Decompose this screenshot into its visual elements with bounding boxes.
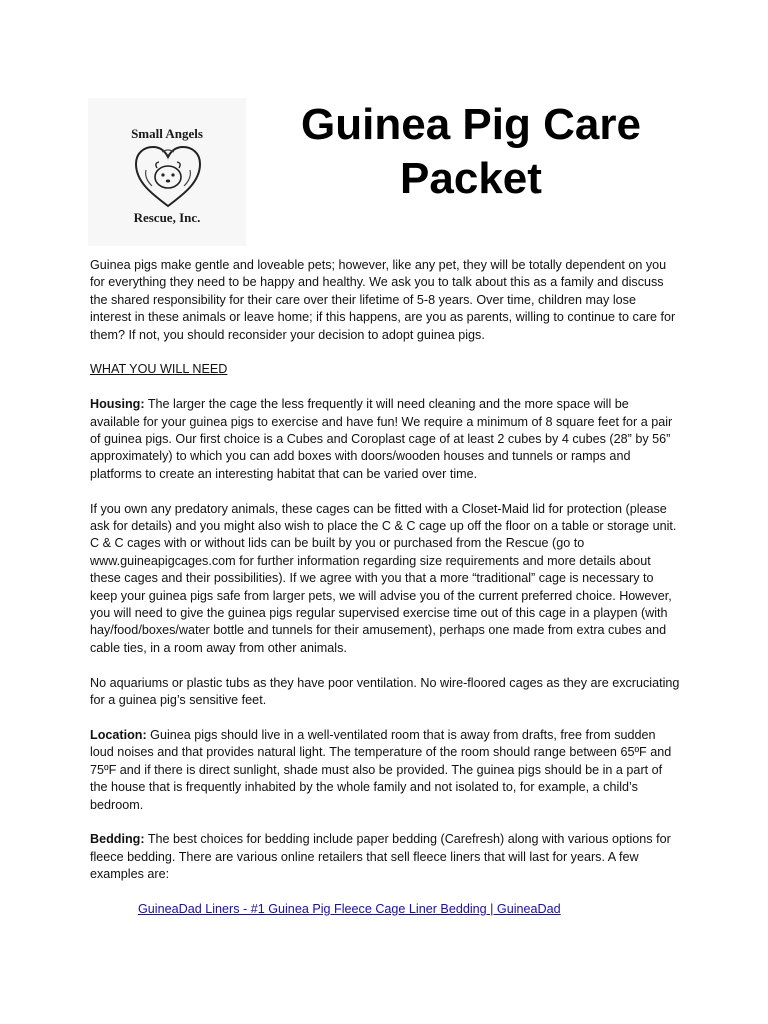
guineadad-link[interactable]: GuineaDad Liners - #1 Guinea Pig Fleece Cage Liner Bedding | GuineaDad xyxy=(138,901,561,916)
section-heading xyxy=(90,361,680,378)
logo-top-text: Small Angels xyxy=(131,126,203,141)
location-paragraph xyxy=(90,727,680,814)
predatory-paragraph: If you own any predatory animals, these cages can be fitted with a Closet-Maid lid for protection (please ask for details) and you might also wish to place the C & C cage up off the floor on a table or storage unit. C & C cages with or without lids can be built by you or purchased from the Rescue (go to www.guineapigcages.com for further information regarding size requirements and more details about these cages and their possibilities). If we agree with you that a more “traditional” cage is necessary to keep your guinea pigs safe from larger pets, we will advise you of the current preferred choice. However, you will need to give the guinea pigs regular supervised exercise time out of this cage in a playpen (with hay/food/boxes/water bottle and tunnels for their amusement), perhaps one made from extra cubes and cable ties, in a room away from other animals. xyxy=(90,501,677,655)
logo-bottom-text: Rescue, Inc. xyxy=(133,210,201,225)
housing-label: Housing: xyxy=(90,397,145,412)
section-heading-text: WHAT YOU WILL NEED xyxy=(90,362,228,377)
heart-guinea-pig-icon xyxy=(132,144,204,210)
link-line xyxy=(90,901,680,918)
bedding-text: The best choices for bedding include paper bedding (Carefresh) along with various options for fleece bedding. There are various online retailers that sell fleece liners that will last for years. A few examples are: xyxy=(90,832,671,882)
housing-text: The larger the cage the less frequently it will need cleaning and the more space will be available for your guinea pigs to exercise and have fun! We require a minimum of 8 square feet for a pair of guinea pigs. Our first choice is a Cubes and Coroplast cage of at least 2 cubes by 4 cubes (28” by 56” approximately) to which you can add boxes with doors/wooden houses and tunnels or ramps and platforms to create an interesting habitat that can be varied over time. xyxy=(90,397,673,481)
location-text: Guinea pigs should live in a well-ventilated room that is away from drafts, free from sudden loud noises and that provides natural light. The temperature of the room should range between 65ºF and 75ºF and if there is direct sunlight, shade must also be provided. The guinea pigs should be in a part of the house that is frequently inhabited by the whole family and not isolated to, for example, a child’s bedroom. xyxy=(90,727,672,812)
small-angels-logo xyxy=(88,98,246,246)
document-body xyxy=(90,257,680,936)
bedding-label: Bedding: xyxy=(90,832,145,847)
housing-paragraph xyxy=(90,396,680,483)
location-label: Location: xyxy=(90,727,147,742)
page-title: Guinea Pig Care Packet xyxy=(301,100,641,203)
intro-paragraph: Guinea pigs make gentle and loveable pets; however, like any pet, they will be totally dependent on you for everything they need to be happy and healthy. We ask you to talk about this as a family and discuss the shared responsibility for their care over their lifetime of 5-8 years. Over time, children may lose interest in these animals or leave home; if this happens, are you as parents, willing to continue to care for them? If not, you should reconsider your decision to adopt guinea pigs. xyxy=(90,258,676,342)
aquariums-paragraph: No aquariums or plastic tubs as they have poor ventilation. No wire-floored cages as they are excruciating for a guinea pig’s sensitive feet. xyxy=(90,675,680,708)
bedding-paragraph xyxy=(90,831,680,883)
